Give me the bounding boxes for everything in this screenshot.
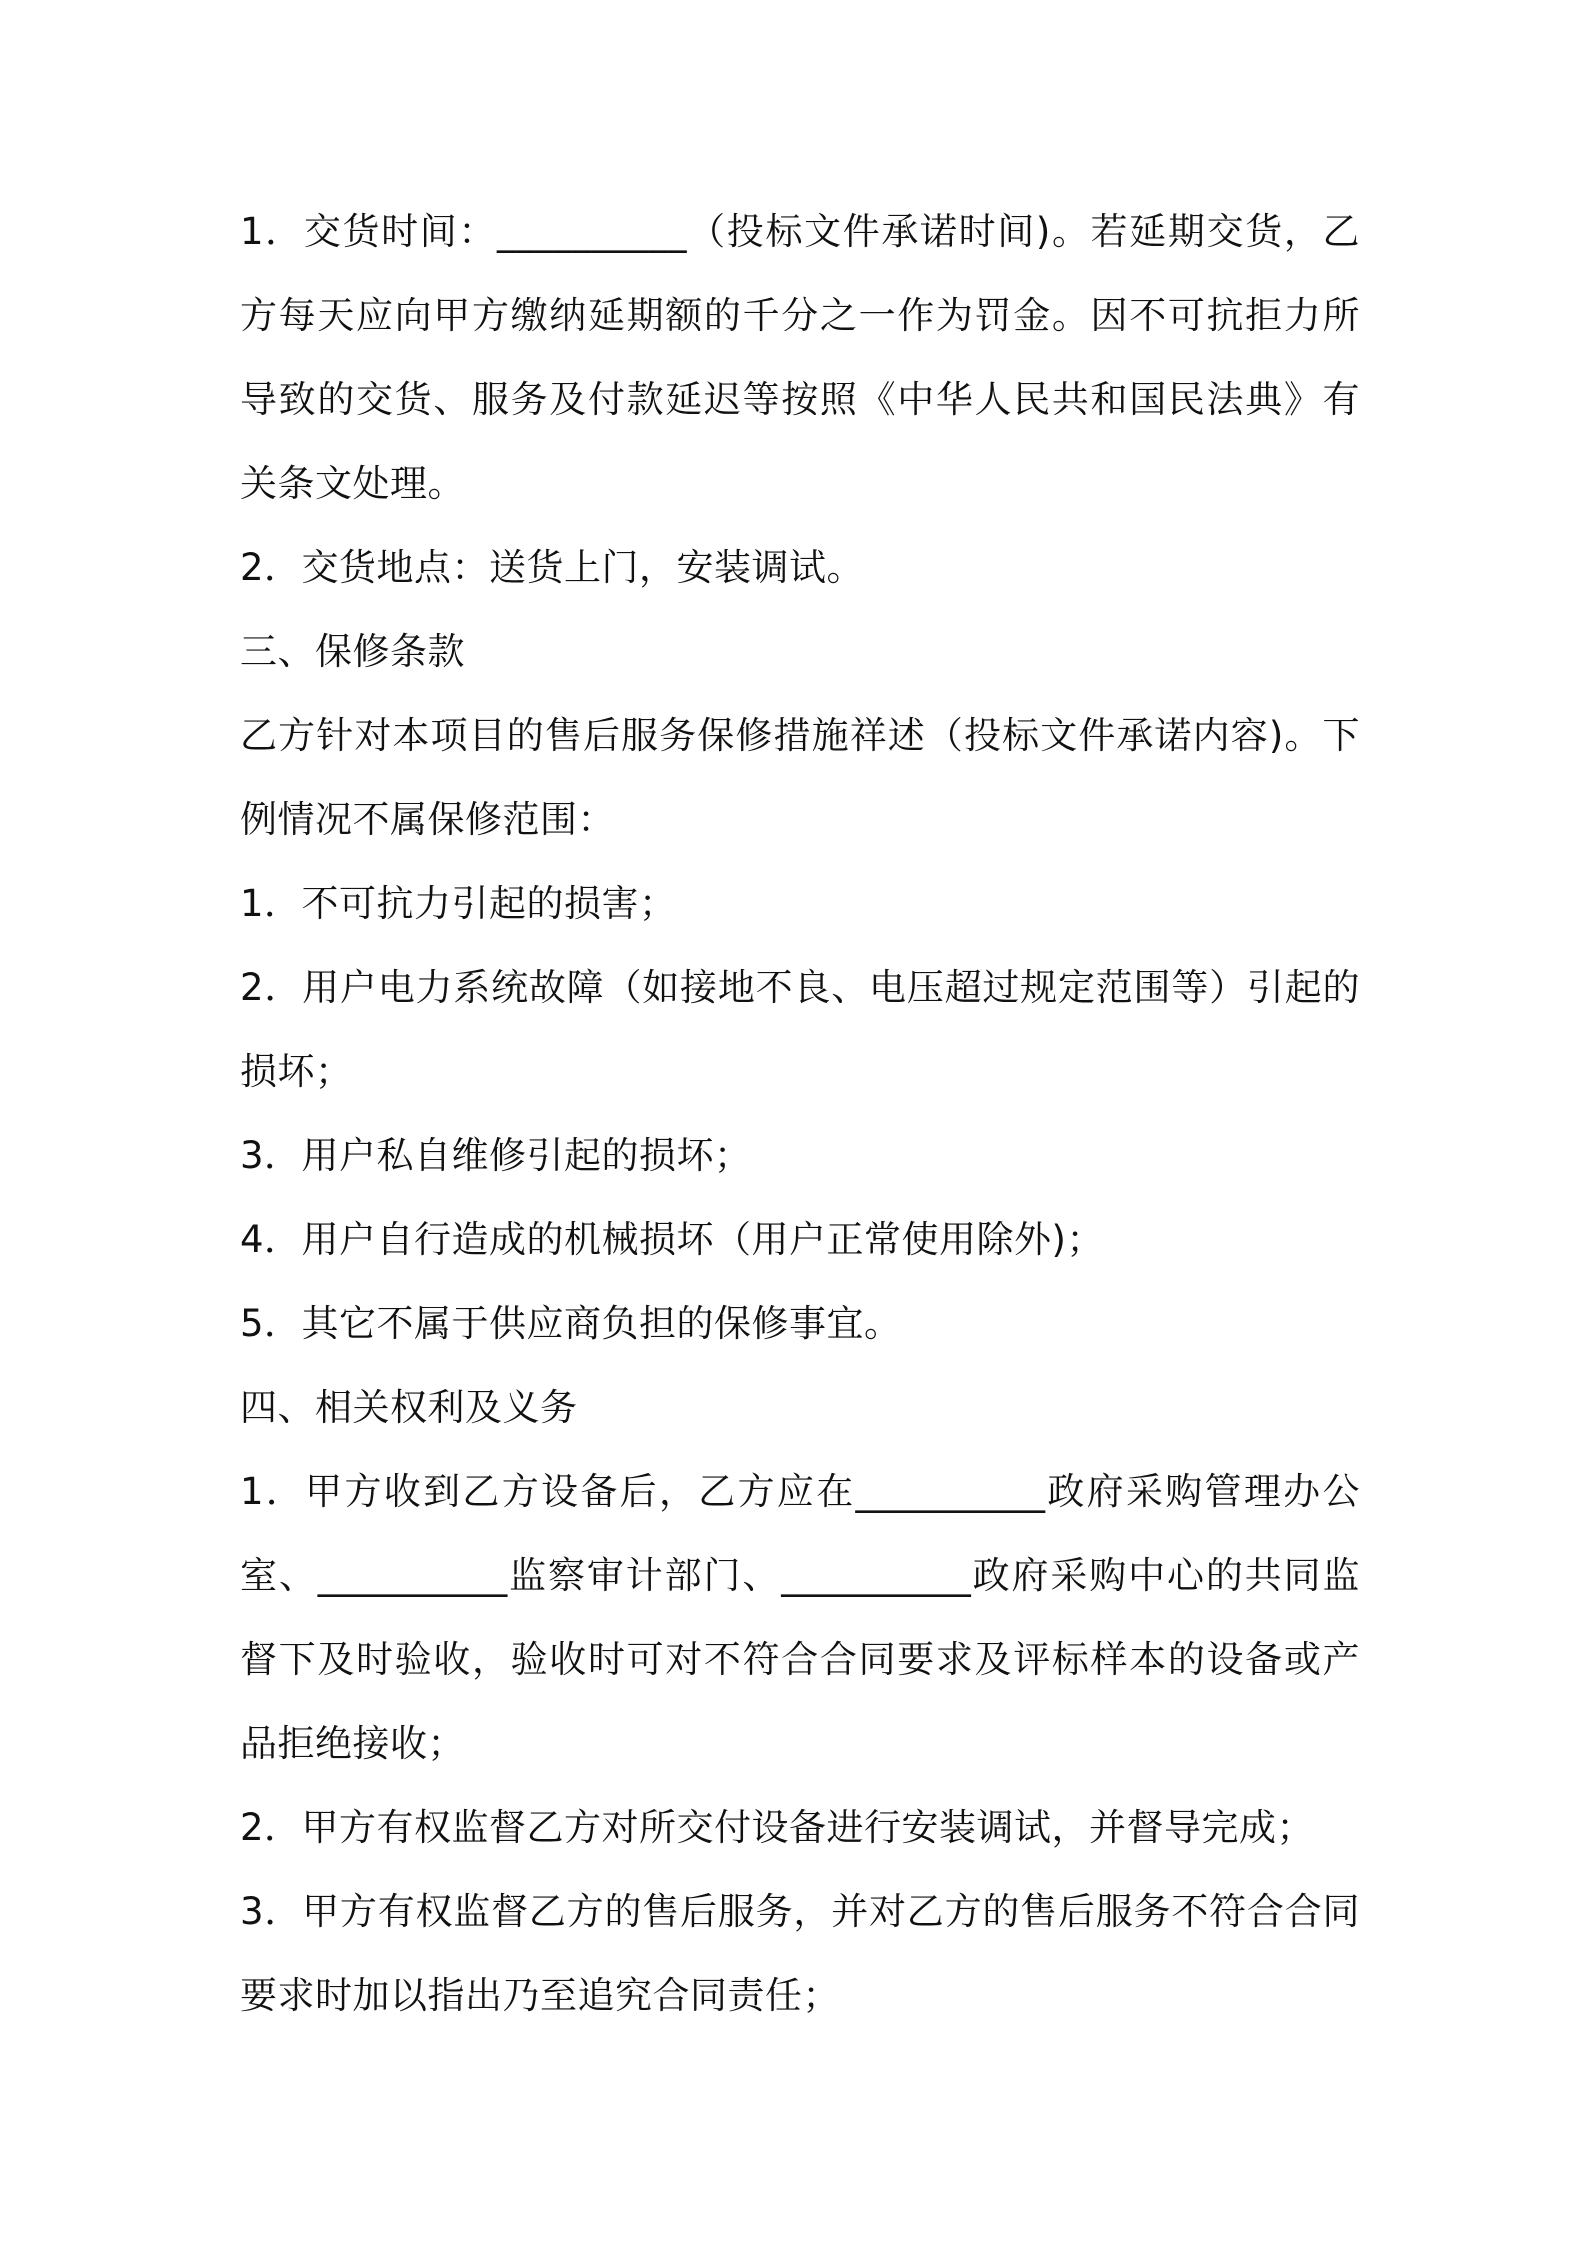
list-item-other-matters: 5．其它不属于供应商负担的保修事宜。 — [240, 1302, 902, 1345]
paragraph-delivery-location: 2．交货地点：送货上门，安装调试。 — [240, 546, 865, 589]
paragraph-acceptance: 1．甲方收到乙方设备后，乙方应在__________政府采购管理办公室、__________监察审计部门、__________政府采购中心的共同监督下及时验收，验收时可对不符合合同要求及评标样本的设备或产品拒绝接收； — [240, 1470, 1360, 1765]
list-item-force-majeure: 1．不可抗力引起的损害； — [240, 882, 677, 925]
list-item-private-repair: 3．用户私自维修引起的损坏； — [240, 1134, 752, 1177]
paragraph-warranty-intro: 乙方针对本项目的售后服务保修措施祥述（投标文件承诺内容)。下例情况不属保修范围： — [240, 714, 1360, 841]
document-page — [240, 190, 1360, 2038]
paragraph-after-sales-supervision: 3．甲方有权监督乙方的售后服务，并对乙方的售后服务不符合合同要求时加以指出乃至追究合同责任； — [240, 1890, 1360, 2017]
paragraph-delivery-time: 1．交货时间：__________（投标文件承诺时间)。若延期交货，乙方每天应向甲方缴纳延期额的千分之一作为罚金。因不可抗拒力所导致的交货、服务及付款延迟等按照《中华人民共和国民法典》有关条文处理。 — [240, 210, 1360, 505]
list-item-mechanical-damage: 4．用户自行造成的机械损坏（用户正常使用除外)； — [240, 1218, 1104, 1261]
section-heading-rights-obligations: 四、相关权利及义务 — [240, 1386, 578, 1429]
paragraph-installation-supervision: 2．甲方有权监督乙方对所交付设备进行安装调试，并督导完成； — [240, 1806, 1315, 1849]
list-item-power-fault: 2．用户电力系统故障（如接地不良、电压超过规定范围等）引起的损坏； — [240, 966, 1360, 1093]
section-heading-warranty: 三、保修条款 — [240, 630, 465, 673]
